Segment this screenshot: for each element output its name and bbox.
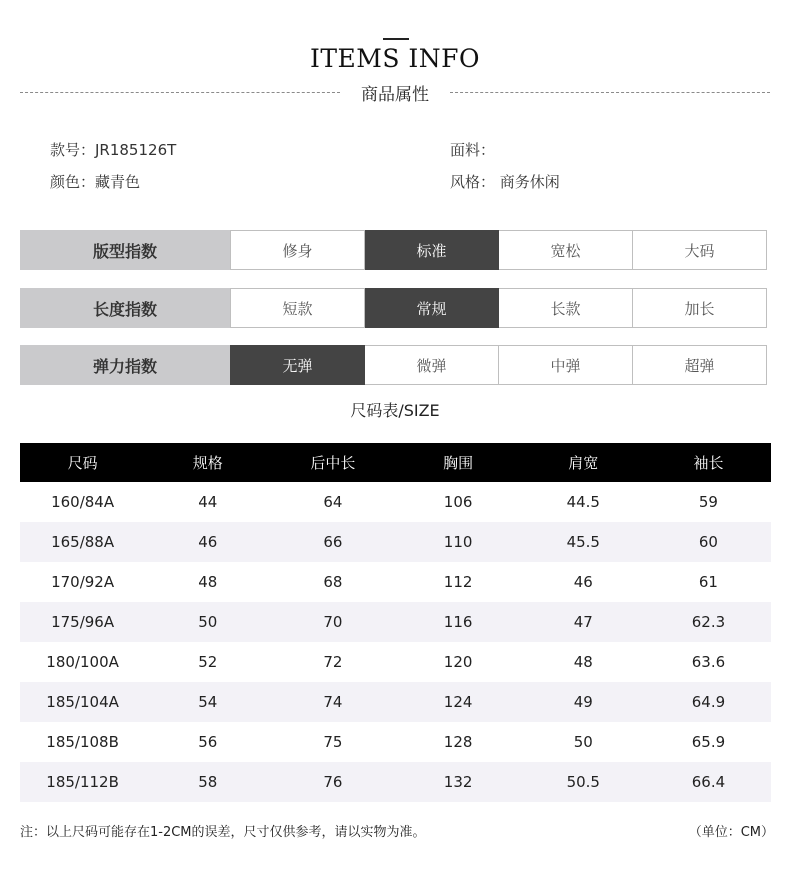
- table-cell: 58: [198, 773, 218, 791]
- length-index-row: [20, 288, 770, 328]
- dotted-divider-right: [450, 92, 770, 93]
- stretch-option-slight: 微弹: [365, 345, 499, 385]
- attr-style-no: 款号：JR185126T: [50, 141, 177, 159]
- table-cell: 61: [698, 573, 718, 591]
- table-cell: 66: [323, 533, 343, 551]
- table-cell: 56: [198, 733, 218, 751]
- table-cell: 63.6: [691, 653, 726, 671]
- attr-style: 风格： 商务休闲: [450, 173, 560, 191]
- header-chest: 胸围: [443, 454, 474, 472]
- stretch-option-none: 无弹: [230, 345, 365, 385]
- length-option-long: 长款: [499, 288, 633, 328]
- table-cell: 110: [443, 533, 473, 551]
- stretch-option-super: 超弹: [633, 345, 767, 385]
- header-sleeve: 袖长: [693, 454, 724, 472]
- unit-label: （单位：CM）: [688, 825, 774, 840]
- table-cell: 46: [198, 533, 218, 551]
- attr-color: 颜色：藏青色: [50, 173, 141, 191]
- length-option-extra-long: 加长: [633, 288, 767, 328]
- table-cell: 106: [443, 493, 473, 511]
- table-cell: 45.5: [566, 533, 600, 551]
- page-title: ITEMS INFO: [309, 44, 481, 73]
- table-cell: 185/108B: [46, 733, 119, 751]
- table-cell: 112: [443, 573, 473, 591]
- table-cell: 50: [573, 733, 593, 751]
- table-cell: 180/100A: [46, 653, 119, 671]
- table-row: [20, 522, 771, 562]
- table-cell: 170/92A: [51, 573, 115, 591]
- table-cell: 160/84A: [51, 493, 115, 511]
- table-cell: 70: [323, 613, 343, 631]
- length-option-regular: 常规: [365, 288, 499, 328]
- table-cell: 76: [323, 773, 343, 791]
- table-cell: 54: [198, 693, 218, 711]
- page-subtitle: 商品属性: [361, 85, 429, 105]
- table-cell: 64: [323, 493, 343, 511]
- stretch-index-label: 弹力指数: [20, 345, 230, 385]
- size-table: [20, 443, 771, 802]
- table-cell: 49: [573, 693, 593, 711]
- table-cell: 185/112B: [46, 773, 119, 791]
- table-cell: 44: [198, 493, 218, 511]
- fit-index-row: [20, 230, 770, 270]
- table-cell: 64.9: [691, 693, 726, 711]
- table-cell: 132: [443, 773, 473, 791]
- fit-option-slim: 修身: [230, 230, 365, 270]
- table-cell: 75: [323, 733, 343, 751]
- length-index-label: 长度指数: [20, 288, 230, 328]
- fit-option-plus: 大码: [633, 230, 767, 270]
- table-cell: 74: [323, 693, 343, 711]
- table-cell: 52: [198, 653, 218, 671]
- table-row: [20, 722, 771, 762]
- footnote: 注：以上尺码可能存在1-2CM的误差，尺寸仅供参考，请以实物为准。: [20, 825, 426, 840]
- table-cell: 68: [323, 573, 343, 591]
- table-row: [20, 762, 771, 802]
- fit-option-standard: 标准: [365, 230, 499, 270]
- table-row: [20, 642, 771, 682]
- table-cell: 72: [323, 653, 343, 671]
- table-cell: 175/96A: [51, 613, 115, 631]
- table-row: [20, 602, 771, 642]
- table-cell: 60: [698, 533, 718, 551]
- table-cell: 44.5: [566, 493, 600, 511]
- table-row: [20, 482, 771, 522]
- table-cell: 50.5: [566, 773, 600, 791]
- table-row: [20, 562, 771, 602]
- header-shoulder: 肩宽: [568, 454, 599, 472]
- size-table-title: 尺码表/SIZE: [350, 401, 440, 420]
- title-decoration-bar: [383, 38, 409, 40]
- table-cell: 62.3: [691, 613, 726, 631]
- table-cell: 65.9: [691, 733, 726, 751]
- table-cell: 124: [443, 693, 473, 711]
- fit-index-label: 版型指数: [20, 230, 230, 270]
- table-cell: 48: [198, 573, 218, 591]
- table-header: [20, 443, 771, 482]
- header-spec: 规格: [192, 454, 223, 472]
- table-cell: 185/104A: [46, 693, 119, 711]
- dotted-divider-left: [20, 92, 340, 93]
- table-cell: 46: [573, 573, 593, 591]
- length-option-short: 短款: [230, 288, 365, 328]
- stretch-option-medium: 中弹: [499, 345, 633, 385]
- table-cell: 128: [443, 733, 473, 751]
- table-cell: 59: [698, 493, 718, 511]
- table-cell: 66.4: [691, 773, 726, 791]
- table-cell: 116: [443, 613, 473, 631]
- table-cell: 48: [573, 653, 593, 671]
- header-back-length: 后中长: [310, 454, 356, 472]
- fit-option-loose: 宽松: [499, 230, 633, 270]
- table-cell: 165/88A: [51, 533, 115, 551]
- attr-fabric: 面料：: [450, 141, 496, 159]
- table-cell: 47: [573, 613, 593, 631]
- header-size: 尺码: [67, 454, 98, 472]
- table-row: [20, 682, 771, 722]
- table-cell: 50: [198, 613, 218, 631]
- table-cell: 120: [443, 653, 473, 671]
- stretch-index-row: [20, 345, 770, 385]
